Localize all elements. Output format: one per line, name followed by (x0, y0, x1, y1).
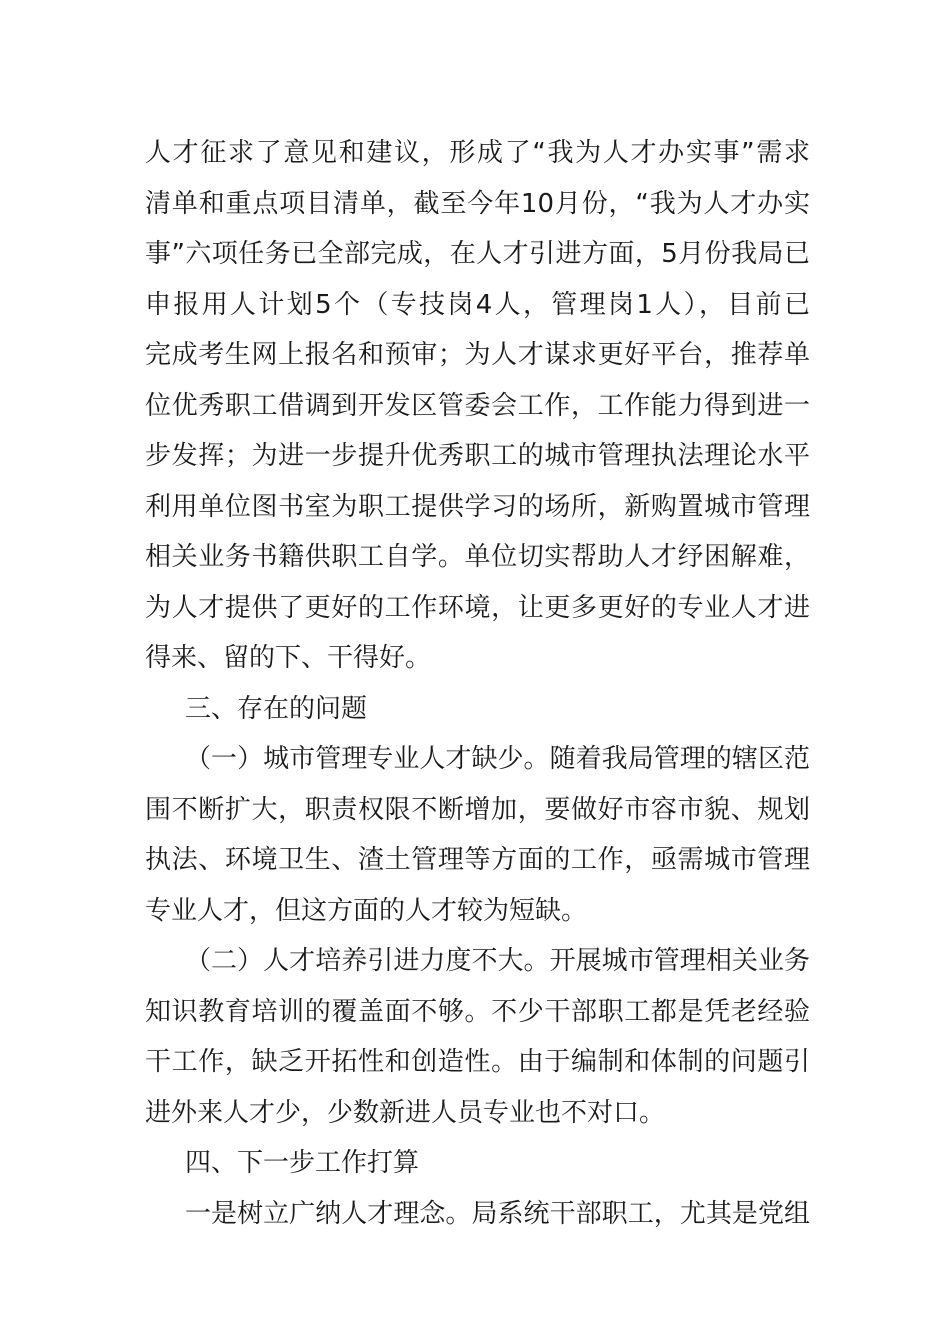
text-line: 一是树立广纳人才理念。局系统干部职工，尤其是党组 (185, 1198, 810, 1229)
text-line: 为人才提供了更好的工作环境，让更多更好的专业人才进 (145, 592, 810, 623)
text-line: 围不断扩大，职责权限不断增加，要做好市容市貌、规划 (145, 794, 810, 825)
text-line: 得来、留的下、干得好。 (145, 643, 432, 673)
text-line: 申报用人计划5个（专技岗4人，管理岗1人），目前已 (145, 289, 810, 320)
text-line: 相关业务书籍供职工自学。单位切实帮助人才纾困解难， (145, 542, 810, 572)
text-line: 进外来人才少，少数新进人员专业也不对口。 (145, 1097, 666, 1128)
text-line: 清单和重点项目清单，截至今年10月份，“我为人才办实 (145, 188, 810, 219)
section-heading: 三、存在的问题 (185, 693, 368, 724)
text-line: 干工作，缺乏开拓性和创造性。由于编制和体制的问题引 (145, 1047, 810, 1077)
text-line: 人才征求了意见和建议，形成了“我为人才办实事”需求 (145, 138, 810, 168)
section-heading: 四、下一步工作打算 (185, 1148, 420, 1178)
text-line: 完成考生网上报名和预审；为人才谋求更好平台，推荐单 (145, 340, 810, 370)
text-line: 利用单位图书室为职工提供学习的场所，新购置城市管理 (145, 491, 810, 522)
text-line: 位优秀职工借调到开发区管委会工作，工作能力得到进一 (145, 390, 810, 421)
text-line: 步发挥；为进一步提升优秀职工的城市管理执法理论水平 (145, 441, 810, 471)
text-line: （二）人才培养引进力度不大。开展城市管理相关业务 (185, 946, 810, 976)
text-line: （一）城市管理专业人才缺少。随着我局管理的辖区范 (185, 744, 810, 774)
text-line: 执法、环境卫生、渣土管理等方面的工作，亟需城市管理 (145, 845, 810, 875)
text-line: 专业人才，但这方面的人才较为短缺。 (145, 895, 588, 926)
text-line: 事”六项任务已全部完成，在人才引进方面，5月份我局已 (145, 239, 810, 269)
text-line: 知识教育培训的覆盖面不够。不少干部职工都是凭老经验 (145, 996, 810, 1027)
document-body (145, 128, 810, 1239)
